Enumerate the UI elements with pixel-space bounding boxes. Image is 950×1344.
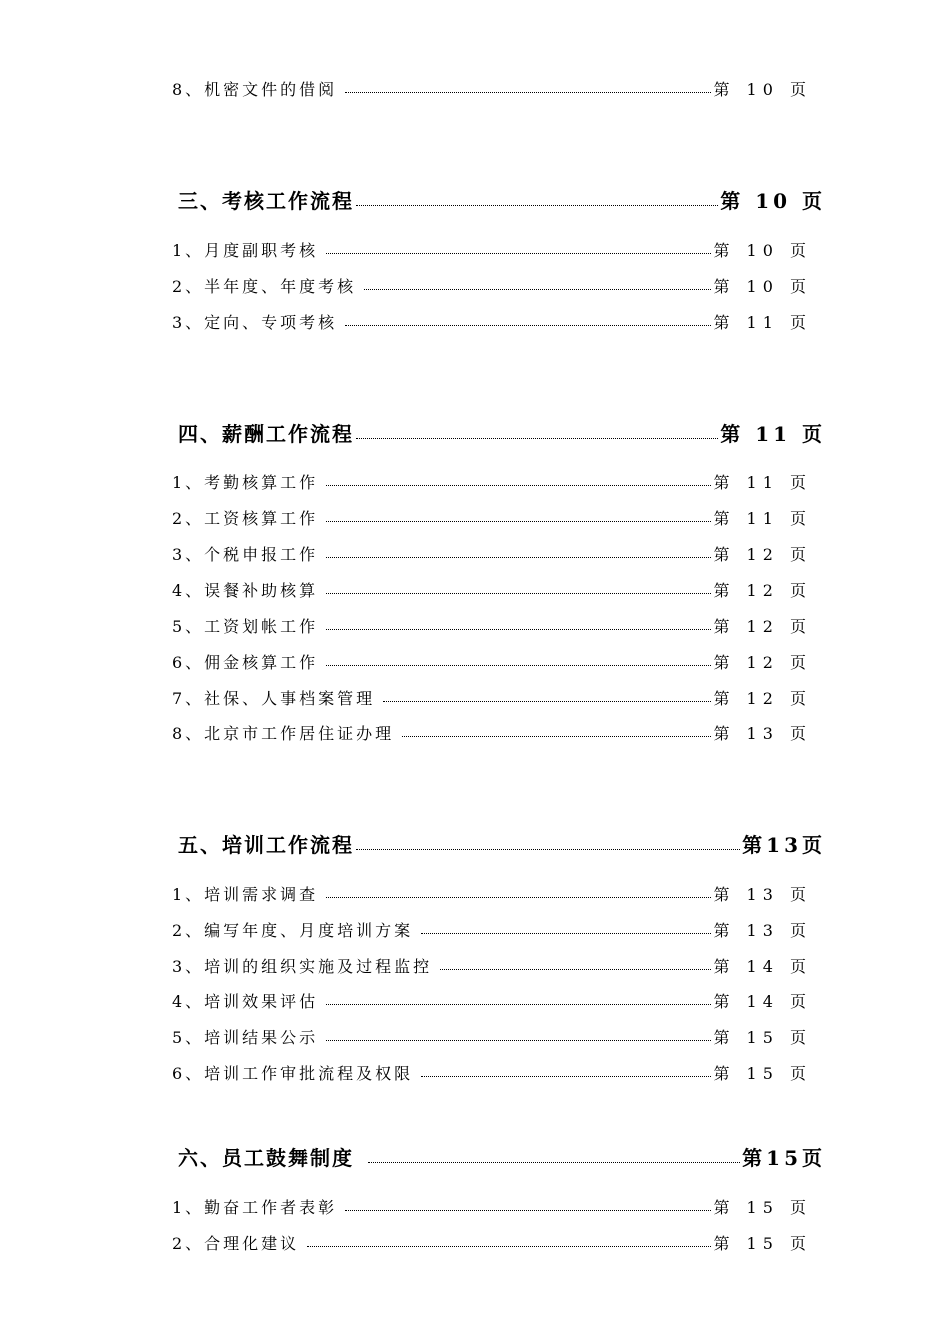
dot-leader xyxy=(364,289,711,290)
toc-section-label: 六、员工鼓舞制度 xyxy=(178,1146,354,1170)
toc-item-page: 第 15 页 xyxy=(713,1234,812,1253)
toc-item-label: 1、培训需求调查 xyxy=(172,885,319,904)
toc-item-label: 1、勤奋工作者表彰 xyxy=(172,1198,338,1217)
dot-leader xyxy=(356,438,718,439)
toc-item[interactable] xyxy=(172,309,812,333)
dot-leader xyxy=(402,736,711,737)
dot-leader xyxy=(326,521,711,522)
toc-section-page: 第 11 页 xyxy=(720,422,826,446)
toc-item-page: 第 13 页 xyxy=(713,921,812,940)
toc-item-label: 2、合理化建议 xyxy=(172,1234,300,1253)
toc-section-label: 五、培训工作流程 xyxy=(178,833,354,857)
toc-item[interactable] xyxy=(172,988,812,1012)
toc-item-label: 3、培训的组织实施及过程监控 xyxy=(172,957,433,976)
toc-item-page: 第 12 页 xyxy=(713,545,812,564)
dot-leader xyxy=(368,1162,740,1163)
toc-item-label: 2、工资核算工作 xyxy=(172,509,319,528)
toc-item[interactable] xyxy=(172,237,812,261)
dot-leader xyxy=(345,1210,711,1211)
toc-section-heading[interactable] xyxy=(178,417,826,447)
toc-item-label: 6、培训工作审批流程及权限 xyxy=(172,1064,414,1083)
dot-leader xyxy=(356,849,740,850)
toc-item[interactable] xyxy=(172,1024,812,1048)
toc-item[interactable] xyxy=(172,577,812,601)
toc-item[interactable] xyxy=(172,505,812,529)
dot-leader xyxy=(326,629,711,630)
toc-item[interactable] xyxy=(172,881,812,905)
toc-item-page: 第 12 页 xyxy=(713,581,812,600)
toc-item[interactable] xyxy=(172,76,812,100)
dot-leader xyxy=(307,1246,711,1247)
toc-item-label: 7、社保、人事档案管理 xyxy=(172,689,376,708)
toc-section-heading[interactable] xyxy=(178,184,826,214)
toc-item-label: 2、半年度、年度考核 xyxy=(172,277,357,296)
toc-item[interactable] xyxy=(172,720,812,744)
toc-item-page: 第 10 页 xyxy=(713,80,812,99)
toc-item-label: 3、个税申报工作 xyxy=(172,545,319,564)
toc-item-label: 3、定向、专项考核 xyxy=(172,313,338,332)
dot-leader xyxy=(326,485,711,486)
toc-item-label: 6、佣金核算工作 xyxy=(172,653,319,672)
toc-item-page: 第 11 页 xyxy=(713,509,812,528)
toc-section-page: 第15页 xyxy=(742,1146,826,1170)
toc-section-heading[interactable] xyxy=(178,1141,826,1171)
toc-item-label: 8、北京市工作居住证办理 xyxy=(172,724,395,743)
toc-item[interactable] xyxy=(172,1194,812,1218)
toc-item-page: 第 14 页 xyxy=(713,957,812,976)
dot-leader xyxy=(383,701,711,702)
toc-item-page: 第 13 页 xyxy=(713,885,812,904)
toc-item-page: 第 10 页 xyxy=(713,241,812,260)
toc-item-page: 第 15 页 xyxy=(713,1028,812,1047)
toc-item-label: 2、编写年度、月度培训方案 xyxy=(172,921,414,940)
toc-section-page: 第 10 页 xyxy=(720,189,826,213)
dot-leader xyxy=(356,205,718,206)
toc-item-page: 第 13 页 xyxy=(713,724,812,743)
toc-section-page: 第13页 xyxy=(742,833,826,857)
toc-item[interactable] xyxy=(172,953,812,977)
toc-item-label: 4、培训效果评估 xyxy=(172,992,319,1011)
dot-leader xyxy=(326,593,711,594)
dot-leader xyxy=(440,969,711,970)
toc-item-page: 第 14 页 xyxy=(713,992,812,1011)
toc-item[interactable] xyxy=(172,1060,812,1084)
toc-item-label: 1、月度副职考核 xyxy=(172,241,319,260)
dot-leader xyxy=(326,253,711,254)
dot-leader xyxy=(326,665,711,666)
dot-leader xyxy=(421,1076,711,1077)
dot-leader xyxy=(326,557,711,558)
toc-section-label: 三、考核工作流程 xyxy=(178,189,354,213)
toc-section-heading[interactable] xyxy=(178,828,826,858)
toc-item-label: 5、工资划帐工作 xyxy=(172,617,319,636)
toc-item[interactable] xyxy=(172,469,812,493)
toc-item-page: 第 15 页 xyxy=(713,1064,812,1083)
toc-item[interactable] xyxy=(172,273,812,297)
toc-item[interactable] xyxy=(172,613,812,637)
dot-leader xyxy=(326,897,711,898)
toc-item[interactable] xyxy=(172,917,812,941)
toc-item[interactable] xyxy=(172,685,812,709)
toc-item[interactable] xyxy=(172,541,812,565)
toc-item-label: 5、培训结果公示 xyxy=(172,1028,319,1047)
dot-leader xyxy=(345,325,711,326)
toc-item-page: 第 12 页 xyxy=(713,617,812,636)
toc-item[interactable] xyxy=(172,649,812,673)
dot-leader xyxy=(326,1040,711,1041)
dot-leader xyxy=(345,92,711,93)
toc-item-label: 4、误餐补助核算 xyxy=(172,581,319,600)
toc-item-page: 第 15 页 xyxy=(713,1198,812,1217)
toc-item-label: 8、机密文件的借阅 xyxy=(172,80,338,99)
toc-item-page: 第 10 页 xyxy=(713,277,812,296)
toc-item-page: 第 12 页 xyxy=(713,689,812,708)
toc-section-label: 四、薪酬工作流程 xyxy=(178,422,354,446)
toc-item-page: 第 11 页 xyxy=(713,473,812,492)
toc-item-page: 第 12 页 xyxy=(713,653,812,672)
dot-leader xyxy=(326,1004,711,1005)
toc-item-label: 1、考勤核算工作 xyxy=(172,473,319,492)
toc-item-page: 第 11 页 xyxy=(713,313,812,332)
toc-item[interactable] xyxy=(172,1230,812,1254)
dot-leader xyxy=(421,933,711,934)
